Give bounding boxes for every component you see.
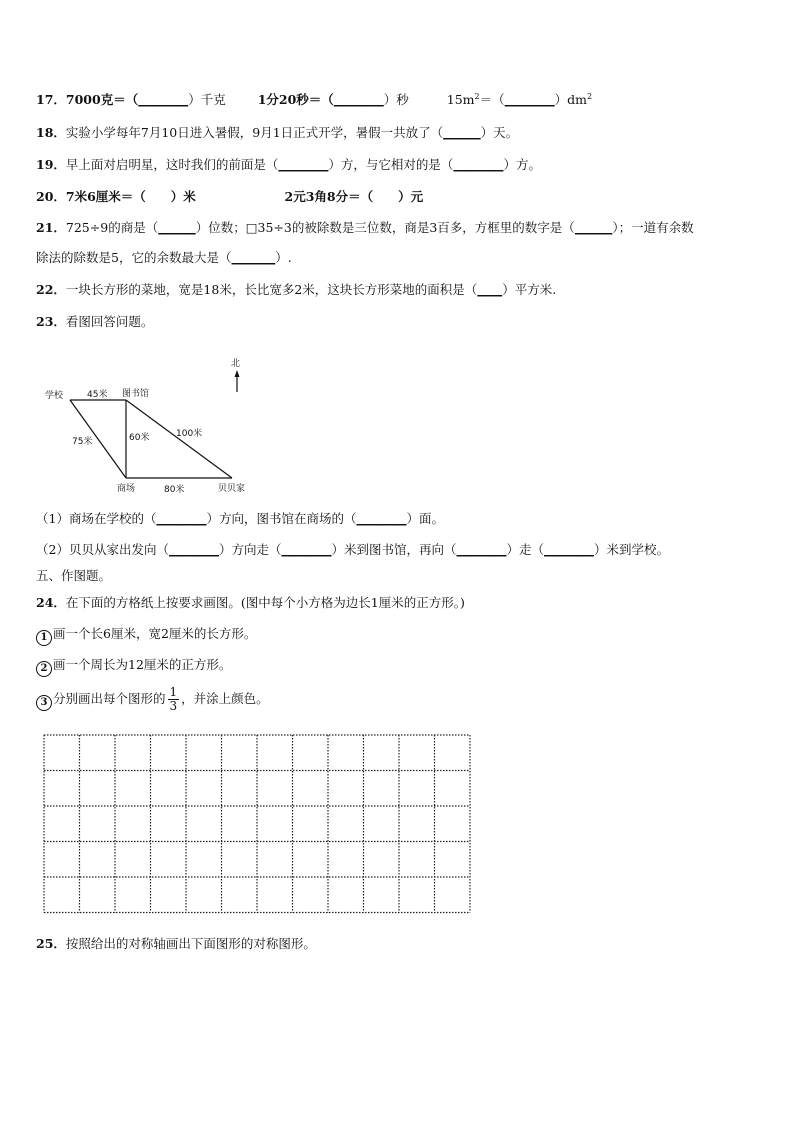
question-number: 22． (36, 282, 66, 297)
answer-blank[interactable]: ________ (281, 542, 332, 557)
q18-text: 实验小学每年7月10日进入暑假，9月1日正式开学，暑假一共放了（ (65, 125, 444, 140)
q24-item-2 (36, 656, 231, 677)
q24-item-3-text-a: 分别画出每个图形的 (53, 691, 166, 706)
q24-title: 在下面的方格纸上按要求画图。(图中每个小方格为边长1厘米的正方形。) (65, 595, 465, 610)
answer-blank[interactable]: ________ (504, 92, 555, 108)
q24-item-1 (36, 625, 256, 646)
q17-part5: $15m^2=$（ (446, 92, 505, 108)
question-23-sub1 (36, 510, 444, 528)
q17-part3: 1分20秒＝（ (257, 92, 334, 108)
q23-s2-text2: ）方向走（ (218, 542, 282, 557)
circled-number-2: 2 (36, 661, 52, 677)
q20-part2: 2元3角8分＝（ ）元 (284, 189, 424, 204)
section-five-heading (36, 567, 111, 585)
map-figure (40, 352, 280, 502)
distance-library-mall: 60米 (129, 433, 150, 443)
answer-blank[interactable]: ________ (356, 511, 407, 526)
question-19 (36, 156, 541, 174)
q23-s1-text2: ）方向，图书馆在商场的（ (206, 511, 357, 526)
q17-part1: 7000克＝（ (65, 92, 139, 108)
mall-label: 商场 (117, 484, 136, 494)
section-five-title: 五、作图题。 (36, 568, 112, 583)
q24-item-1-text: 画一个长6厘米，宽2厘米的长方形。 (53, 626, 257, 641)
q21-text4: 除法的除数是5，它的余数最大是（ (36, 250, 232, 265)
q23-title: 看图回答问题。 (65, 314, 154, 329)
distance-school-mall: 75米 (72, 437, 93, 447)
answer-blank[interactable]: _______ (231, 250, 276, 265)
question-21 (36, 219, 694, 237)
library-label: 图书馆 (122, 389, 150, 399)
q22-text: 一块长方形的菜地，宽是18米，长比宽多2米，这块长方形菜地的面积是（ (65, 282, 478, 297)
q17-part4: ）秒 (383, 92, 409, 108)
distance-library-beibei: 100米 (176, 429, 203, 439)
question-number: 21． (36, 220, 66, 235)
beibei-home-label: 贝贝家 (218, 484, 246, 494)
answer-blank[interactable]: ________ (453, 157, 504, 172)
circled-number-1: 1 (36, 630, 52, 646)
question-number: 18． (36, 125, 66, 140)
q21-text1: 725÷9的商是（ (65, 220, 159, 235)
answer-blank[interactable]: ________ (138, 92, 189, 108)
question-number: 23． (36, 314, 66, 329)
question-18 (36, 124, 518, 142)
question-17 (36, 88, 592, 109)
answer-blank[interactable]: ________ (156, 511, 207, 526)
question-number: 17． (36, 92, 66, 108)
distance-school-library: 45米 (87, 390, 108, 400)
q23-s2-text1: （2）贝贝从家出发向（ (36, 542, 169, 557)
q24-item-2-text: 画一个周长为12厘米的正方形。 (53, 657, 232, 672)
answer-blank[interactable]: ________ (278, 157, 329, 172)
question-number: 20． (36, 189, 66, 204)
circled-number-3: 3 (36, 695, 52, 711)
answer-blank[interactable]: ________ (544, 542, 595, 557)
q23-s1-text3: ）面。 (406, 511, 444, 526)
answer-blank[interactable]: ________ (333, 92, 384, 108)
fraction-one-third: $\frac{1}{3}$ (169, 685, 178, 713)
q24-item-3-text-b: ，并涂上颜色。 (181, 691, 269, 706)
north-label: 北 (231, 359, 241, 369)
answer-blank[interactable]: ________ (456, 542, 507, 557)
q21-text5: ）. (275, 250, 292, 265)
q23-s2-text5: ）米到学校。 (594, 542, 670, 557)
question-23 (36, 313, 153, 331)
answer-blank[interactable]: ______ (574, 220, 613, 235)
distance-mall-beibei: 80米 (164, 485, 185, 495)
question-20 (36, 188, 423, 206)
q22-text-end: ）平方米. (502, 282, 557, 297)
q20-part1: 7米6厘米＝（ ）米 (65, 189, 196, 204)
north-arrow-head (235, 370, 240, 377)
q23-s2-text3: ）米到图书馆，再向（ (331, 542, 457, 557)
school-label: 学校 (45, 391, 64, 401)
question-number: 19． (36, 157, 66, 172)
q21-text2: ）位数；□35÷3的被除数是三位数，商是3百多，方框里的数字是（ (195, 220, 575, 235)
question-number: 24． (36, 595, 66, 610)
q19-text-end: ）方。 (503, 157, 541, 172)
answer-blank[interactable]: ________ (168, 542, 219, 557)
q21-text3: ）；一道有余数 (612, 220, 694, 235)
q23-s2-text4: ）走（ (506, 542, 545, 557)
q18-text-end: ）天。 (480, 125, 519, 140)
grid-paper[interactable] (42, 733, 476, 917)
question-23-sub2 (36, 541, 669, 559)
question-number: 25． (36, 936, 66, 951)
q19-text: 早上面对启明星，这时我们的前面是（ (65, 157, 279, 172)
answer-blank[interactable]: ____ (477, 282, 503, 297)
answer-blank[interactable]: ______ (443, 125, 481, 140)
q19-text-mid: ）方，与它相对的是（ (328, 157, 454, 172)
q24-item-3 (36, 684, 269, 714)
question-21-line2 (36, 249, 292, 267)
q17-part6: ）$dm^2$ (554, 92, 593, 108)
q25-title: 按照给出的对称轴画出下面图形的对称图形。 (65, 936, 316, 951)
question-22 (36, 281, 556, 299)
answer-blank[interactable]: ______ (158, 220, 196, 235)
q17-part2: ）千克 (188, 92, 226, 108)
q23-s1-text1: （1）商场在学校的（ (36, 511, 157, 526)
question-24 (36, 594, 465, 612)
question-25 (36, 935, 316, 953)
